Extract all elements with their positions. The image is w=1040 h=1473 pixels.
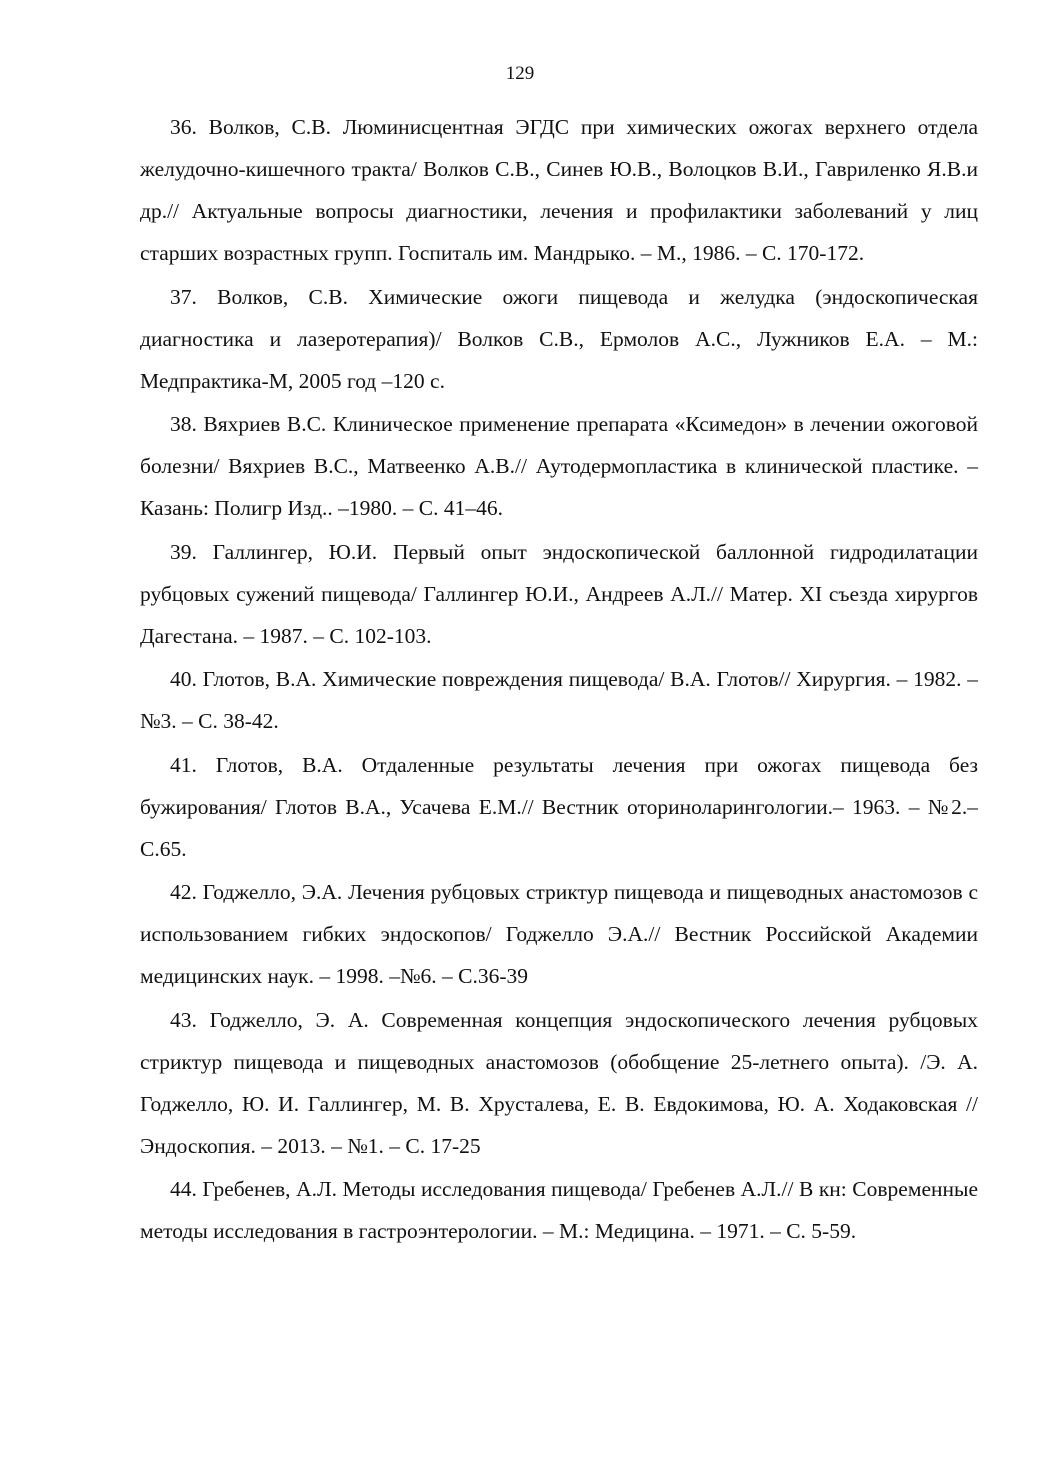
- reference-item-40: 40. Глотов, В.А. Химические повреждения пищевода/ В.А. Глотов// Хирургия. – 1982. – №3. – С. 38-42.: [140, 667, 978, 733]
- page-number: 129: [505, 63, 535, 84]
- reference-item-37: 37. Волков, С.В. Химические ожоги пищевода и желудка (эндоскопическая диагностика и лазеротерапия)/ Волков С.В., Ермолов А.С., Лужников Е.А. – М.: Медпрактика-М, 2005 год –120 с.: [140, 284, 978, 393]
- reference-item-36: 36. Волков, С.В. Люминисцентная ЭГДС при химических ожогах верхнего отдела желудочно-кишечного тракта/ Волков С.В., Синев Ю.В., Волоцков В.И., Гавриленко Я.В.и др.// Актуальные вопросы диагностики, лечения и профилактики заболеваний у лиц старших возрастных групп. Госпиталь им. Мандрыко. – М., 1986. – С. 170-172.: [140, 115, 978, 265]
- reference-item-38: 38. Вяхриев В.С. Клиническое применение препарата «Ксимедон» в лечении ожоговой болезни/ Вяхриев В.С., Матвеенко А.В.// Аутодермопластика в клинической пластике. – Казань: Полигр Изд.. –1980. – С. 41–46.: [140, 412, 978, 520]
- reference-item-43: 43. Годжелло, Э. А. Современная концепция эндоскопического лечения рубцовых стриктур пищевода и пищеводных анастомозов (обобщение 25-летнего опыта). /Э. А. Годжелло, Ю. И. Галлингер, М. В. Хрусталева, Е. В. Евдокимова, Ю. А. Ходаковская //Эндоскопия. – 2013. – №1. – С. 17-25: [140, 1007, 978, 1158]
- reference-item-42: 42. Годжелло, Э.А. Лечения рубцовых стриктур пищевода и пищеводных анастомозов с использованием гибких эндоскопов/ Годжелло Э.А.// Вестник Российской Академии медицинских наук. – 1998. –№6. – С.36-39: [140, 880, 978, 988]
- reference-item-44: 44. Гребенев, А.Л. Методы исследования пищевода/ Гребенев А.Л.// В кн: Современные методы исследования в гастроэнтерологии. – М.: Медицина. – 1971. – С. 5-59.: [140, 1177, 978, 1243]
- reference-item-39: 39. Галлингер, Ю.И. Первый опыт эндоскопической баллонной гидродилатации рубцовых сужений пищевода/ Галлингер Ю.И., Андреев А.Л.// Матер. XI съезда хирургов Дагестана. – 1987. – С. 102-103.: [140, 539, 978, 648]
- reference-item-41: 41. Глотов, В.А. Отдаленные результаты лечения при ожогах пищевода без бужирования/ Глотов В.А., Усачева Е.М.// Вестник оториноларингологии.– 1963. – №2.– С.65.: [140, 752, 978, 861]
- reference-list: [140, 106, 978, 1254]
